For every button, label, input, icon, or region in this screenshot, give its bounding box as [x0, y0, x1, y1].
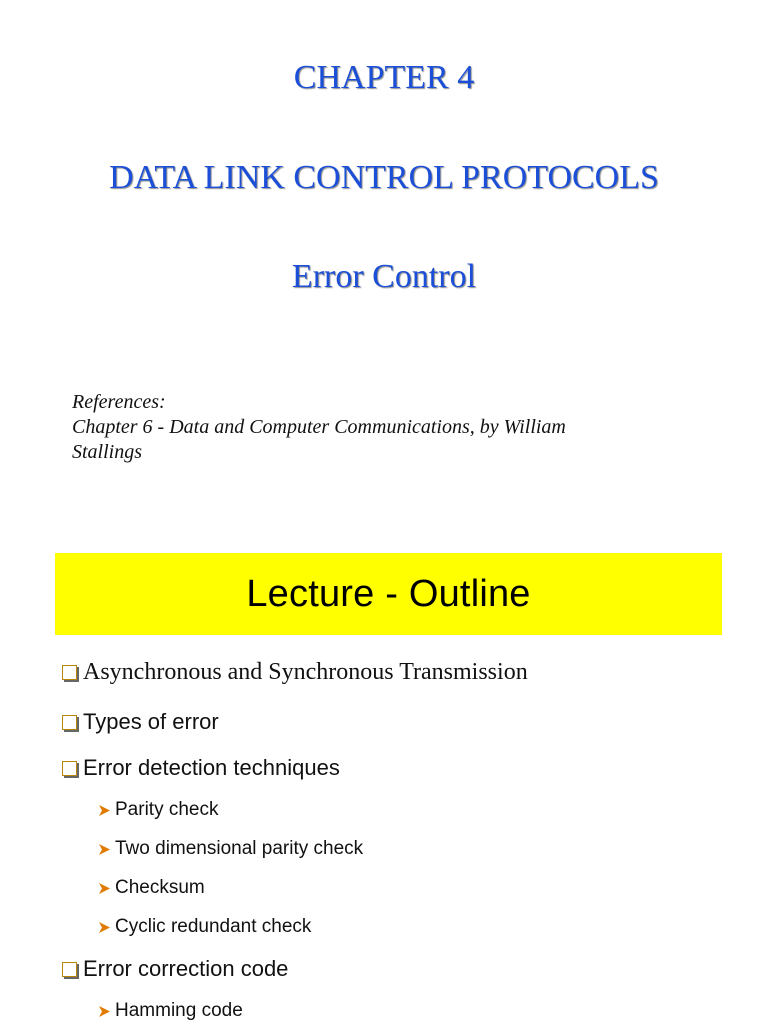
outline-item-label: Types of error	[83, 709, 219, 734]
outline-item	[62, 709, 219, 735]
outline-subitem	[98, 877, 205, 899]
outline-banner	[55, 553, 722, 635]
outline-item	[62, 956, 288, 982]
outline-subitem	[98, 838, 363, 860]
outline-subitem-label: Hamming code	[115, 1000, 243, 1021]
arrow-bullet-icon	[98, 921, 111, 934]
chapter-title: CHAPTER 4	[293, 59, 475, 96]
references-line-2: Stallings	[72, 441, 143, 463]
outline-item-label: Error detection techniques	[83, 755, 340, 780]
subject-title: DATA LINK CONTROL PROTOCOLS	[109, 159, 659, 196]
checkbox-bullet-icon	[62, 665, 77, 680]
references-block	[72, 390, 712, 465]
arrow-bullet-icon	[98, 882, 111, 895]
outline-subitem	[98, 1000, 243, 1022]
outline-item-label: Asynchronous and Synchronous Transmission	[83, 659, 528, 685]
topic-title: Error Control	[291, 258, 477, 295]
outline-subitem	[98, 916, 311, 938]
outline-subitem-label: Checksum	[115, 877, 205, 898]
checkbox-bullet-icon	[62, 715, 77, 730]
arrow-bullet-icon	[98, 843, 111, 856]
checkbox-bullet-icon	[62, 962, 77, 977]
outline-banner-title: Lecture - Outline	[246, 572, 531, 615]
checkbox-bullet-icon	[62, 761, 77, 776]
outline-item	[62, 755, 340, 781]
outline-item-label: Error correction code	[83, 956, 289, 981]
references-label: References:	[72, 391, 166, 413]
outline-subitem-label: Cyclic redundant check	[115, 916, 312, 937]
arrow-bullet-icon	[98, 804, 111, 817]
outline-item	[62, 659, 528, 686]
outline-subitem-label: Parity check	[115, 799, 219, 820]
arrow-bullet-icon	[98, 1005, 111, 1018]
outline-subitem-label: Two dimensional parity check	[115, 838, 364, 859]
outline-subitem	[98, 799, 218, 821]
references-line-1: Chapter 6 - Data and Computer Communications, by William	[72, 416, 566, 438]
